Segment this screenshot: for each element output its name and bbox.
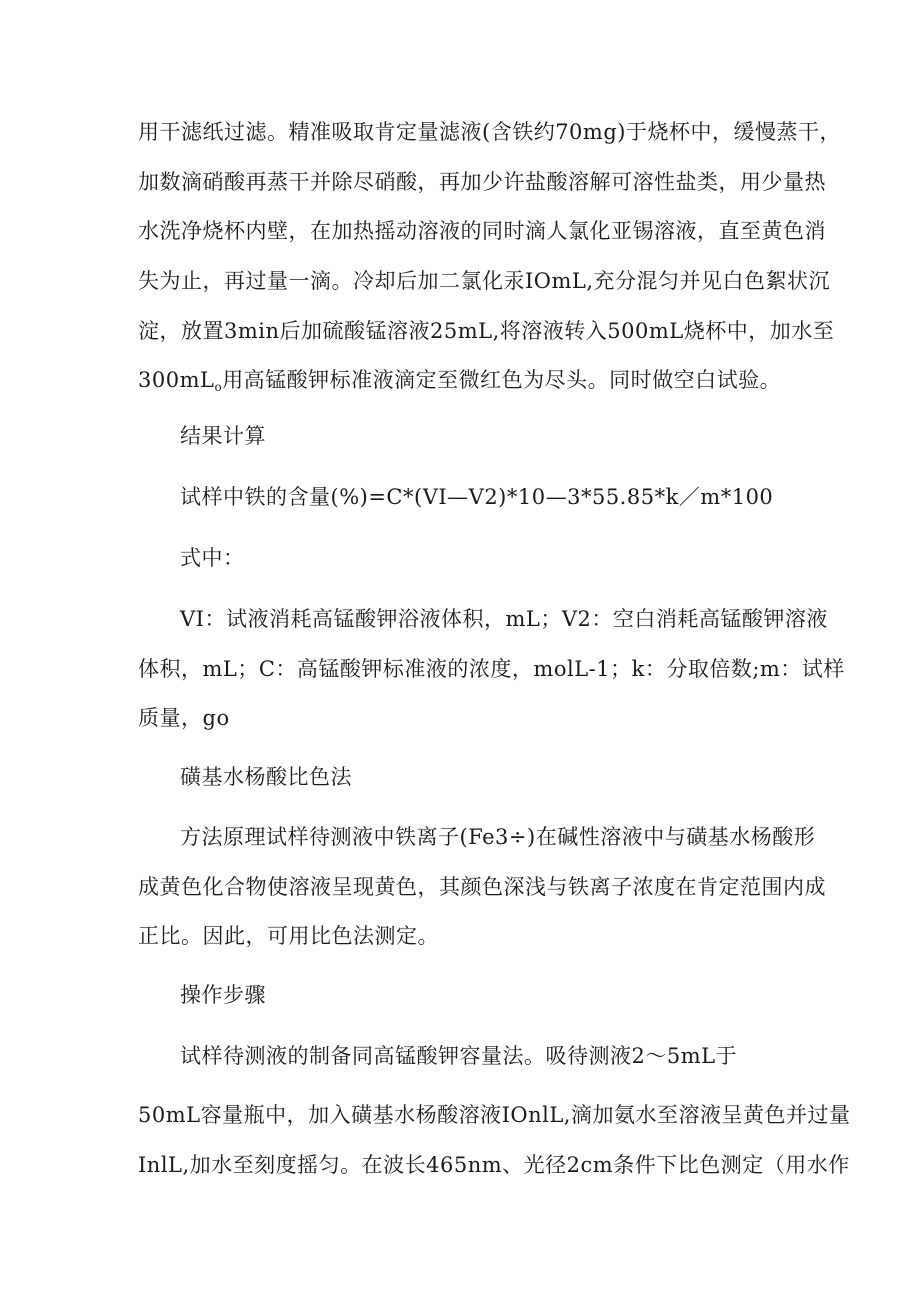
variables-line: 质量，go [138,706,230,730]
paragraph-line: 失为止，再过量一滴。冷却后加二氯化汞IOmL,充分混匀并见白色絮状沉 [138,269,831,293]
paragraph-line: 加数滴硝酸再蒸干并除尽硝酸，再加少许盐酸溶解可溶性盐类，用少量热 [138,170,826,194]
formula-line: 试样中铁的含量(%)=C*(VI—V2)*10—3*55.85*k／m*100 [180,485,774,509]
principle-line: 成黄色化合物使溶液呈现黄色，其颜色深浅与铁离子浓度在肯定范围内成 [138,875,826,899]
where-label: 式中： [180,546,245,570]
section-heading-method: 磺基水杨酸比色法 [180,765,352,789]
paragraph-line [138,366,781,401]
section-heading-steps: 操作步骤 [180,983,266,1007]
steps-line: 试样待测液的制备同高锰酸钾容量法。吸待测液2～5mL于 [180,1044,738,1068]
paragraph-line: 水洗净烧杯内壁，在加热摇动溶液的同时滴人氯化亚锡溶液，直至黄色消 [138,219,826,243]
principle-line: 方法原理试样待测液中铁离子(Fe3÷)在碱性溶液中与磺基水杨酸形 [180,825,816,849]
variables-line: VI：试液消耗高锰酸钾浴液体积，mL；V2：空白消耗高锰酸钾溶液 [180,607,828,631]
steps-line: InlL,加水至刻度摇匀。在波长465nm、光径2cm条件下比色测定（用水作 [138,1153,850,1177]
principle-line: 正比。因此，可用比色法测定。 [138,924,439,948]
volume-text: 300mL [138,368,215,392]
variables-line: 体积，mL；C：高锰酸钾标准液的浓度，molL-1；k：分取倍数;m：试样 [138,657,845,681]
paragraph-line: 淀，放置3min后加硫酸锰溶液25mL,将溶液转入500mL烧杯中，加水至 [138,319,835,343]
section-heading-result: 结果计算 [180,424,266,448]
subscript-text: o [214,380,223,394]
steps-line: 50mL容量瓶中，加入磺基水杨酸溶液IOnlL,滴加氨水至溶液呈黄色并过量 [138,1103,851,1127]
paragraph-line: 用干滤纸过滤。精准吸取肯定量滤液(含铁约70mg)于烧杯中，缓慢蒸干， [138,120,841,144]
paragraph-line-end: 用高锰酸钾标准液滴定至微红色为尽头。同时做空白试验。 [222,368,782,392]
